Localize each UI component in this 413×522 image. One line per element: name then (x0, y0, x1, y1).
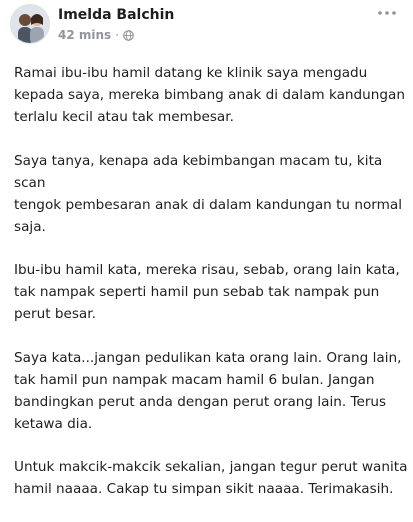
post-header (10, 4, 403, 46)
post-paragraph: Saya kata...jangan pedulikan kata orang lain. Orang lain, tak hamil pun nampak macam hamil 6 bulan. Jangan bandingkan perut anda dengan perut orang lain. Terus ketawa dia. (14, 349, 402, 432)
avatar-photo-icon (11, 5, 50, 44)
author-name[interactable]: Imelda Balchin (58, 7, 175, 23)
post-paragraph: Ramai ibu-ibu hamil datang ke klinik saya mengadu kepada saya, mereka bimbang anak di dalam kandungan terlalu kecil atau tak membesar. (14, 65, 405, 125)
meta-separator: · (115, 28, 120, 42)
post-timestamp[interactable]: 42 mins (58, 28, 112, 42)
post-meta (58, 28, 134, 42)
globe-icon[interactable] (123, 30, 134, 41)
post-paragraph: Ibu-ibu hamil kata, mereka risau, sebab, orang lain kata, tak nampak seperti hamil pun sebab tak nampak pun perut besar. (14, 262, 400, 322)
post-paragraph: Untuk makcik-makcik sekalian, jangan tegur perut wanita hamil naaaa. Cakap tu simpan sikit naaaa. Terimakasih. (14, 459, 408, 497)
post-paragraph: Saya tanya, kenapa ada kebimbangan macam tu, kita scan tengok pembesaran anak di dalam kandungan tu normal saja. (14, 152, 402, 235)
post-body (14, 62, 409, 522)
more-options-icon[interactable] (375, 6, 399, 20)
avatar[interactable] (10, 4, 50, 44)
